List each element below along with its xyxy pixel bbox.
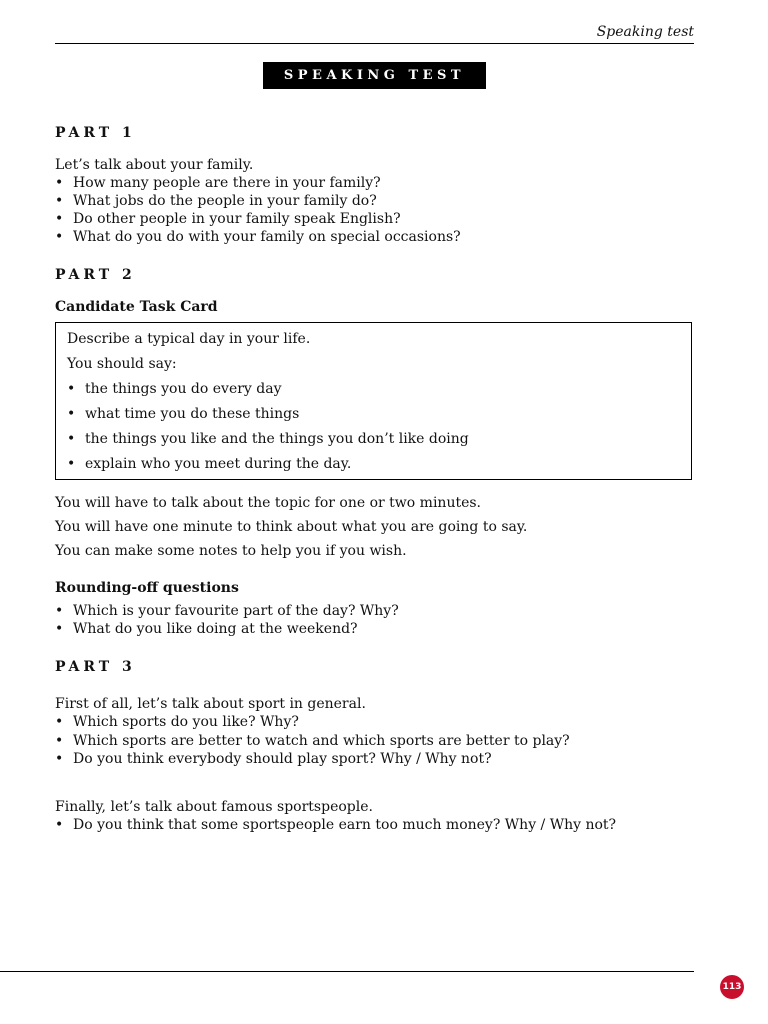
list-item: • What do you do with your family on special occasions? <box>55 229 461 245</box>
part1-heading: PART 1 <box>55 125 136 141</box>
list-item: • Which sports do you like? Why? <box>55 714 299 730</box>
candidate-task-card-heading: Candidate Task Card <box>55 299 218 315</box>
list-item: • Which sports are better to watch and which sports are better to play? <box>55 733 570 749</box>
bottom-rule <box>0 971 694 972</box>
part3-intro-sportspeople: Finally, let’s talk about famous sportspeople. <box>55 799 373 815</box>
page-banner: SPEAKING TEST <box>263 62 486 89</box>
list-item: • what time you do these things <box>67 406 300 422</box>
list-item: • Do other people in your family speak English? <box>55 211 401 227</box>
bullet-icon: • <box>55 603 64 619</box>
bullet-icon: • <box>55 714 64 730</box>
list-item: • the things you do every day <box>67 381 282 397</box>
bullet-icon: • <box>55 193 64 209</box>
card-prompt: Describe a typical day in your life. <box>67 331 311 347</box>
bullet-icon: • <box>55 817 64 833</box>
bullet-icon: • <box>55 733 64 749</box>
page-number-badge: 113 <box>720 975 744 999</box>
part2-instruction: You will have one minute to think about what you are going to say. <box>55 519 528 535</box>
part2-heading: PART 2 <box>55 267 136 283</box>
list-item: • What do you like doing at the weekend? <box>55 621 358 637</box>
part3-heading: PART 3 <box>55 659 136 675</box>
running-head: Speaking test <box>596 24 694 40</box>
part2-instruction: You will have to talk about the topic for one or two minutes. <box>55 495 482 511</box>
bullet-icon: • <box>67 431 76 447</box>
bullet-icon: • <box>55 751 64 767</box>
card-should-say: You should say: <box>67 356 177 372</box>
bullet-icon: • <box>67 406 76 422</box>
bullet-icon: • <box>55 229 64 245</box>
list-item: • Do you think that some sportspeople earn too much money? Why / Why not? <box>55 817 617 833</box>
list-item: • What jobs do the people in your family do? <box>55 193 377 209</box>
bullet-icon: • <box>55 175 64 191</box>
bullet-icon: • <box>55 621 64 637</box>
list-item: • explain who you meet during the day. <box>67 456 352 472</box>
part3-intro-sport: First of all, let’s talk about sport in general. <box>55 696 366 712</box>
rounding-off-heading: Rounding-off questions <box>55 580 239 596</box>
bullet-icon: • <box>67 456 76 472</box>
bullet-icon: • <box>67 381 76 397</box>
top-rule <box>55 43 694 44</box>
part1-intro: Let’s talk about your family. <box>55 157 254 173</box>
list-item: • How many people are there in your family? <box>55 175 381 191</box>
list-item: • the things you like and the things you don’t like doing <box>67 431 469 447</box>
list-item: • Which is your favourite part of the day? Why? <box>55 603 399 619</box>
bullet-icon: • <box>55 211 64 227</box>
part2-instruction: You can make some notes to help you if you wish. <box>55 543 407 559</box>
candidate-task-card <box>55 322 692 480</box>
list-item: • Do you think everybody should play sport? Why / Why not? <box>55 751 492 767</box>
